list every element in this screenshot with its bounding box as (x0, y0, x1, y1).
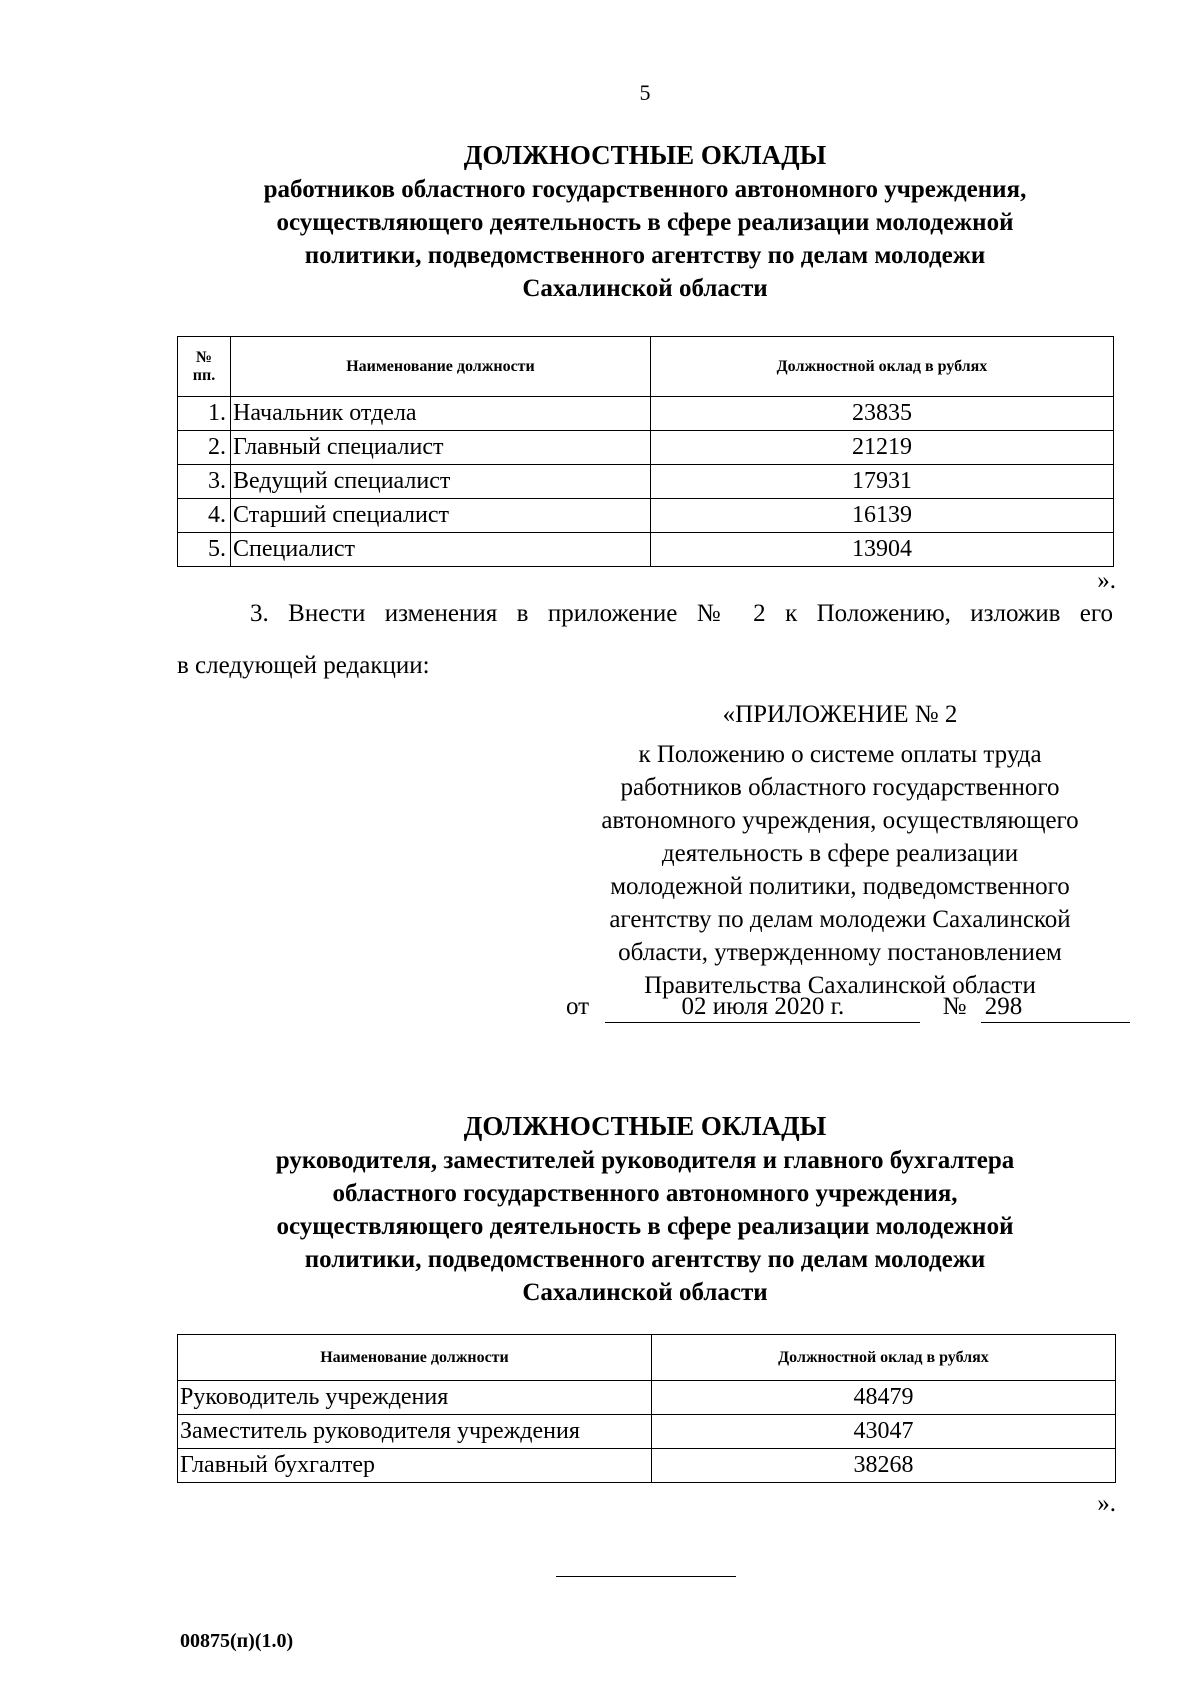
appendix-line: Правительства Сахалинской области (644, 972, 1036, 999)
table-row (178, 1415, 1116, 1449)
section2-title: ДОЛЖНОСТНЫЕ ОКЛАДЫ (463, 1111, 827, 1141)
resolution-reference (566, 992, 1130, 1023)
appendix-line: деятельность в сфере реализации (661, 840, 1019, 867)
row-position: Ведущий специалист (231, 465, 651, 499)
row-salary: 21219 (651, 431, 1114, 465)
section2-subtitle-line: политики, подведомственного агентству по делам молодежи (304, 1246, 986, 1273)
table-row (178, 1381, 1116, 1415)
closing-quote: ». (1097, 567, 1116, 594)
document-code: 00875(п)(1.0) (180, 1630, 294, 1652)
table-row (178, 465, 1114, 499)
row-num: 5. (178, 533, 231, 567)
table-row (178, 431, 1114, 465)
resolution-number: 298 (981, 992, 1130, 1023)
row-position: Главный бухгалтер (178, 1449, 652, 1483)
row-salary: 38268 (652, 1449, 1116, 1483)
row-salary: 16139 (651, 499, 1114, 533)
appendix-line: к Положению о системе оплаты труда (638, 741, 1042, 768)
header-salary: Должностной оклад в рублях (651, 337, 1114, 397)
section1-subtitle-line: политики, подведомственного агентству по делам молодежи (304, 242, 986, 269)
row-position: Руководитель учреждения (178, 1381, 652, 1415)
row-salary: 43047 (652, 1415, 1116, 1449)
row-salary: 17931 (651, 465, 1114, 499)
section2-title-block (180, 1108, 1110, 1309)
row-position: Старший специалист (231, 499, 651, 533)
salary-table-management (177, 1334, 1116, 1483)
section1-title: ДОЛЖНОСТНЫЕ ОКЛАДЫ (463, 140, 827, 170)
header-salary: Должностной оклад в рублях (652, 1335, 1116, 1381)
row-salary: 13904 (651, 533, 1114, 567)
row-num: 1. (178, 397, 231, 431)
row-position: Главный специалист (231, 431, 651, 465)
row-num: 4. (178, 499, 231, 533)
appendix-line: агентству по делам молодежи Сахалинской (609, 906, 1071, 933)
section1-subtitle-line: осуществляющего деятельность в сфере реализации молодежной (276, 209, 1014, 236)
table-row (178, 1449, 1116, 1483)
section2-subtitle-line: руководителя, заместителей руководителя и главного бухгалтера (275, 1147, 1015, 1174)
appendix-line: автономного учреждения, осуществляющего (601, 807, 1079, 834)
row-salary: 48479 (652, 1381, 1116, 1415)
section1-subtitle-line: Сахалинской области (522, 275, 768, 302)
row-salary: 23835 (651, 397, 1114, 431)
header-position: Наименование должности (178, 1335, 652, 1381)
section1-subtitle-line: работников областного государственного автономного учреждения, (263, 176, 1027, 203)
appendix-line: работников областного государственного (620, 774, 1060, 801)
amendment-paragraph-continued: в следующей редакции: (177, 652, 430, 679)
page-number: 5 (639, 80, 651, 105)
appendix-line: области, утвержденному постановлением (618, 939, 1062, 966)
row-position: Специалист (231, 533, 651, 567)
row-position: Заместитель руководителя учреждения (178, 1415, 652, 1449)
amendment-paragraph: 3. Внести изменения в приложение № 2 к Положению, изложив его (250, 600, 1113, 627)
from-label: от (566, 993, 590, 1020)
appendix-line: молодежной политики, подведомственного (610, 873, 1070, 900)
salary-table-staff (177, 336, 1114, 567)
row-num: 3. (178, 465, 231, 499)
table-row (178, 533, 1114, 567)
section2-subtitle-line: Сахалинской области (522, 1279, 768, 1306)
footer-divider (556, 1576, 736, 1577)
appendix-title: «ПРИЛОЖЕНИЕ № 2 (722, 701, 958, 728)
section1-title-block (180, 137, 1110, 305)
number-label: № (942, 993, 967, 1020)
appendix-description (560, 738, 1120, 1002)
section2-subtitle-line: областного государственного автономного учреждения, (332, 1180, 958, 1207)
table-row (178, 397, 1114, 431)
closing-quote: ». (1097, 1490, 1116, 1517)
row-num: 2. (178, 431, 231, 465)
section2-subtitle-line: осуществляющего деятельность в сфере реализации молодежной (276, 1213, 1014, 1240)
row-position: Начальник отдела (231, 397, 651, 431)
table-row (178, 499, 1114, 533)
header-num: № пп. (178, 337, 231, 397)
header-position: Наименование должности (231, 337, 651, 397)
resolution-date: 02 июля 2020 г. (605, 992, 920, 1023)
